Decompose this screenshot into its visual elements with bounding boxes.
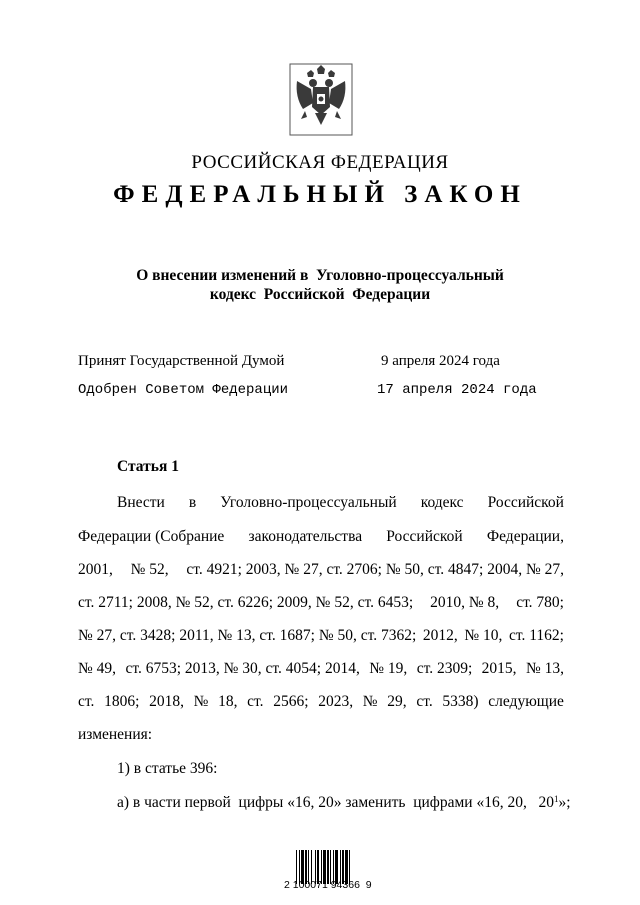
word: ст. 1162; bbox=[509, 627, 564, 644]
word: ст. bbox=[416, 693, 433, 710]
word: следующие bbox=[488, 693, 564, 710]
word: изменения: bbox=[78, 726, 153, 743]
word: Внести bbox=[117, 494, 165, 511]
amendment-item-1-text: 1) в статье 396: bbox=[117, 760, 218, 777]
word: 2001, bbox=[78, 561, 113, 578]
amendment-item-1a-end: »; bbox=[558, 794, 571, 811]
duma-adoption-date: 9 апреля 2024 года bbox=[381, 353, 500, 369]
word: 29, bbox=[387, 693, 407, 710]
word: Федерации, bbox=[486, 528, 564, 545]
word: № 13, bbox=[525, 660, 564, 677]
word: Уголовно-процессуальный bbox=[220, 494, 397, 511]
word: 2012, bbox=[422, 627, 458, 644]
article-text-line-4 bbox=[78, 594, 564, 612]
amendment-item-1a bbox=[117, 794, 571, 812]
coat-of-arms-icon bbox=[289, 63, 353, 136]
law-title bbox=[0, 266, 640, 304]
country-name: РОССИЙСКАЯ ФЕДЕРАЦИЯ bbox=[191, 152, 449, 173]
word: Российской bbox=[386, 528, 463, 545]
word: законодательства bbox=[248, 528, 363, 545]
word: кодекс bbox=[420, 494, 464, 511]
council-approval-date: 17 апреля 2024 года bbox=[377, 382, 537, 398]
word: 1806; bbox=[104, 693, 140, 710]
article-text-line-2 bbox=[78, 528, 564, 546]
word: № 49, bbox=[78, 660, 117, 677]
word: ст. 780; bbox=[516, 594, 564, 611]
word: ст. 4921; 2003, № 27, ст. 2706; № 50, ст. 4847; 2004, № 27, bbox=[186, 561, 564, 578]
article-text-line-5 bbox=[78, 627, 564, 645]
amendment-item-1a-text: а) в части первой цифры «16, 20» заменить цифрами «16, 20, 20 bbox=[117, 794, 554, 811]
superscript: 1 bbox=[553, 794, 559, 804]
council-approval-label: Одобрен Советом Федерации bbox=[78, 382, 289, 398]
word: в bbox=[188, 494, 197, 511]
word: 2566; bbox=[273, 693, 309, 710]
barcode-number: 2 100071 94366 9 bbox=[284, 879, 372, 891]
word: № 19, bbox=[369, 660, 408, 677]
word: 2015, bbox=[481, 660, 517, 677]
article-text-line-7 bbox=[78, 693, 564, 711]
article-heading: Статья 1 bbox=[117, 458, 179, 475]
amendment-item-1 bbox=[117, 760, 603, 778]
law-title-line-1: О внесении изменений в Уголовно-процессуальный bbox=[136, 267, 504, 284]
word: Федерации (Собрание bbox=[78, 528, 225, 545]
article-text-line-3 bbox=[78, 561, 564, 579]
duma-adoption-label: Принят Государственной Думой bbox=[78, 353, 285, 369]
word: 18, bbox=[218, 693, 238, 710]
word: ст. bbox=[78, 693, 95, 710]
word: № 52, bbox=[130, 561, 169, 578]
word: 5338) bbox=[442, 693, 479, 710]
word: ст. 2711; 2008, № 52, ст. 6226; 2009, № 52, ст. 6453; bbox=[78, 594, 414, 611]
word: № bbox=[362, 693, 378, 710]
word: ст. 2309; bbox=[416, 660, 473, 677]
word: ст. 6753; 2013, № 30, ст. 4054; 2014, bbox=[125, 660, 360, 677]
word: 2018, bbox=[149, 693, 184, 710]
word: № 10, bbox=[464, 627, 503, 644]
article-text-line-6 bbox=[78, 660, 564, 678]
article-text-line-8 bbox=[78, 726, 564, 744]
law-title-line-2: кодекс Российской Федерации bbox=[209, 286, 431, 303]
word: № bbox=[193, 693, 209, 710]
word: 2023, bbox=[318, 693, 354, 710]
word: ст. bbox=[247, 693, 264, 710]
word: № 27, ст. 3428; 2011, № 13, ст. 1687; № 50, ст. 7362; bbox=[78, 627, 417, 644]
article-text-line-1 bbox=[117, 494, 564, 512]
document-type: ФЕДЕРАЛЬНЫЙ ЗАКОН bbox=[113, 181, 527, 208]
word: Российской bbox=[487, 494, 564, 511]
word: 2010, № 8, bbox=[430, 594, 500, 611]
